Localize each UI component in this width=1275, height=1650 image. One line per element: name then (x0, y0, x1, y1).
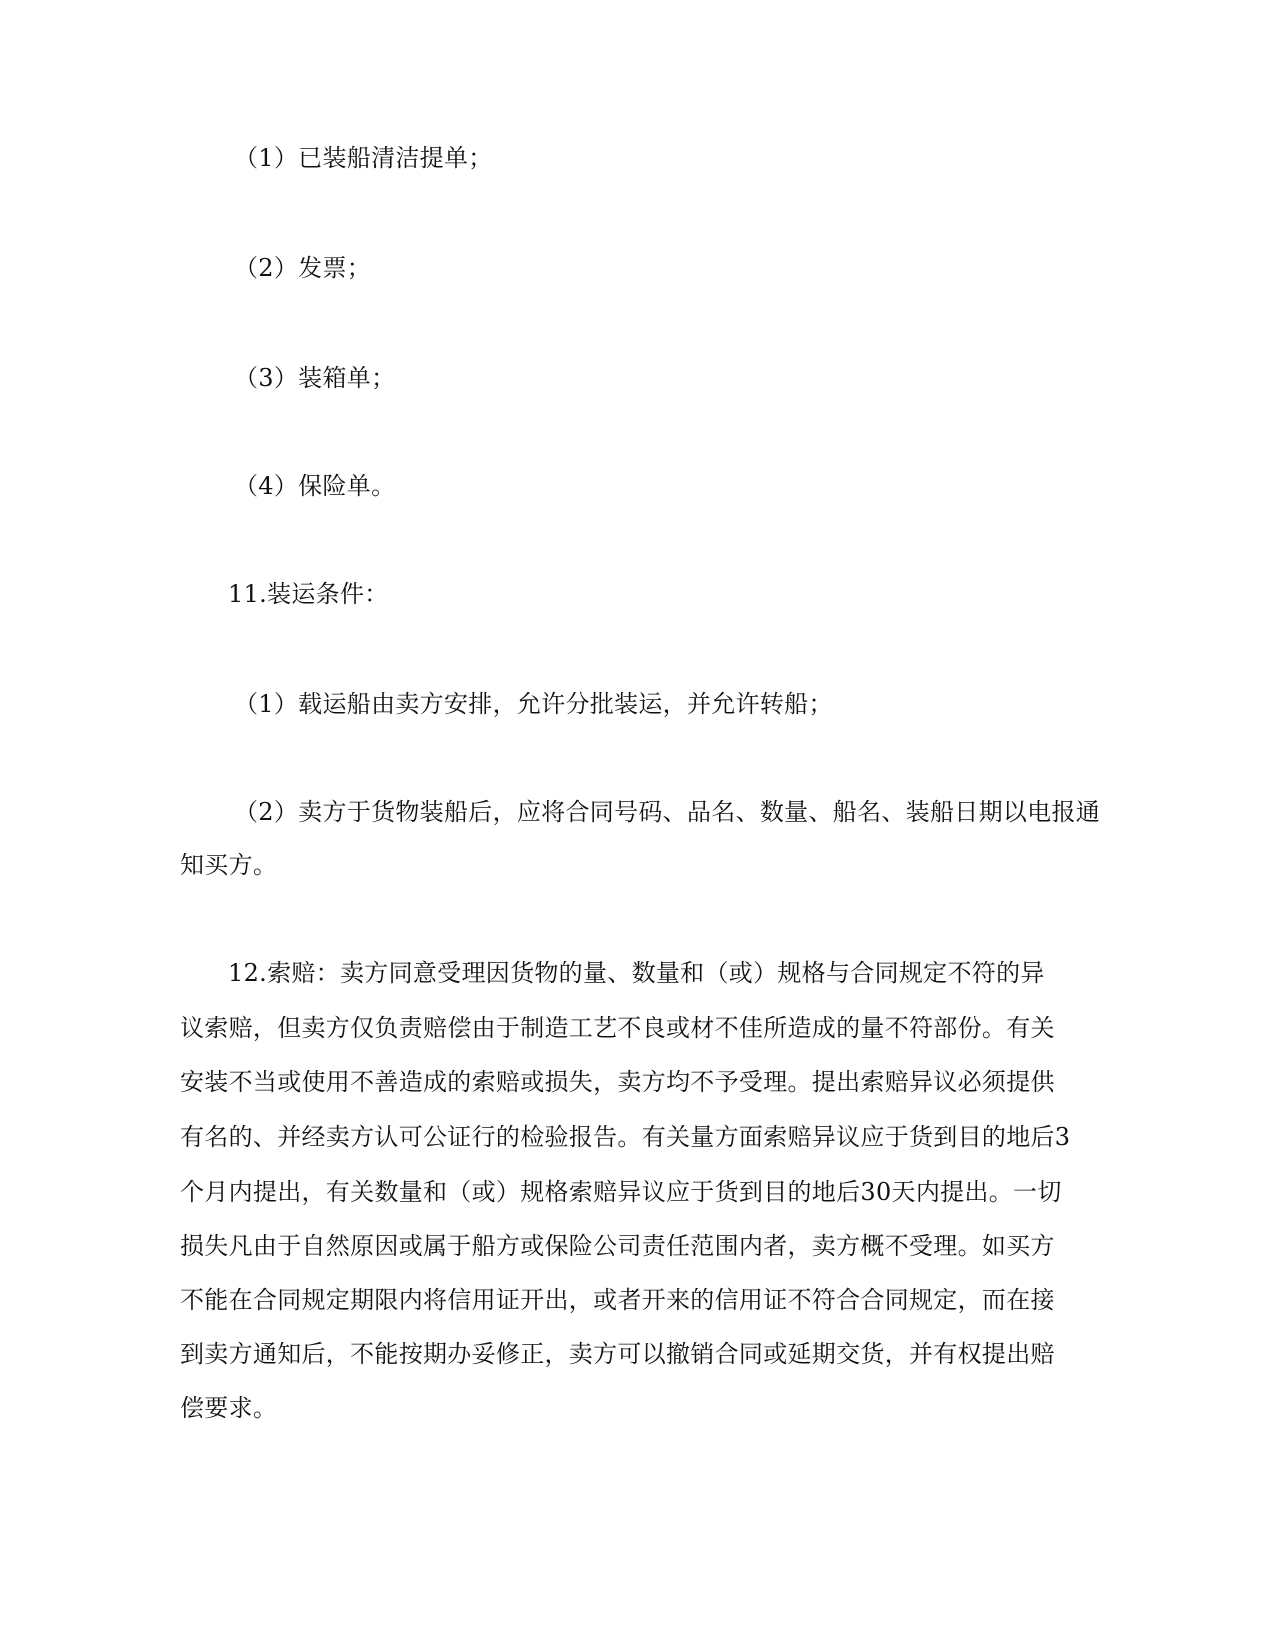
claims-para-line1: 12.索赔：卖方同意受理因货物的量、数量和（或）规格与合同规定不符的异 (228, 959, 1045, 987)
claims-para-line9: 偿要求。 (180, 1394, 278, 1422)
list-item-bill-of-lading: （1）已装船清洁提单； (234, 144, 493, 172)
claims-para-line7: 不能在合同规定期限内将信用证开出，或者开来的信用证不符合合同规定，而在接 (180, 1286, 1055, 1314)
claims-para-line6: 损失凡由于自然原因或属于船方或保险公司责任范围内者，卖方概不受理。如买方 (180, 1232, 1055, 1260)
claims-para-line4: 有名的、并经卖方认可公证行的检验报告。有关量方面索赔异议应于货到目的地后3 (180, 1123, 1071, 1151)
claims-para-line8: 到卖方通知后，不能按期办妥修正，卖方可以撤销合同或延期交货，并有权提出赔 (180, 1340, 1055, 1368)
list-item-packing-list: （3）装箱单； (234, 364, 396, 392)
shipping-term-1: （1）载运船由卖方安排，允许分批装运，并允许转船； (234, 690, 833, 718)
claims-para-line3: 安装不当或使用不善造成的索赔或损失，卖方均不予受理。提出索赔异议必须提供 (180, 1068, 1055, 1096)
shipping-term-2-line1: （2）卖方于货物装船后，应将合同号码、品名、数量、船名、装船日期以电报通 (234, 798, 1101, 826)
shipping-term-2-line2: 知买方。 (180, 851, 278, 879)
list-item-insurance-policy: （4）保险单。 (234, 472, 396, 500)
claims-para-line2: 议索赔，但卖方仅负责赔偿由于制造工艺不良或材不佳所造成的量不符部份。有关 (180, 1014, 1055, 1042)
list-item-invoice: （2）发票； (234, 254, 372, 282)
claims-para-line5: 个月内提出，有关数量和（或）规格索赔异议应于货到目的地后30天内提出。一切 (180, 1178, 1062, 1206)
section-heading-shipping-terms: 11.装运条件： (228, 580, 389, 608)
